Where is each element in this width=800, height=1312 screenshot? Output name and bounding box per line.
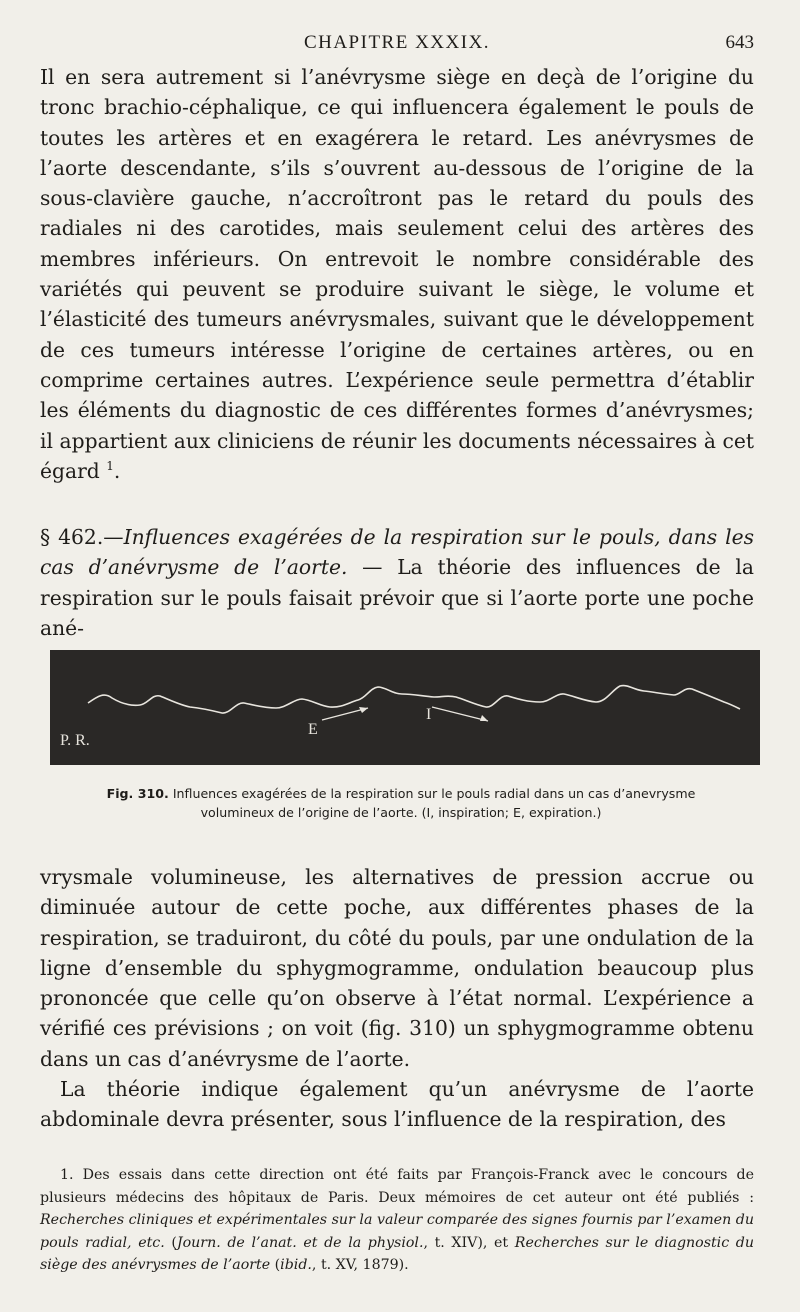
figure-310-sphygmogram [50, 650, 760, 765]
sphygmogram-trace [50, 650, 760, 765]
paragraph-4 [40, 1074, 754, 1135]
footnote-paren-1: ( [164, 1234, 177, 1251]
arrow-i-head [480, 715, 488, 721]
paragraph-1: Il en sera autrement si l’anévrysme siège en deçà de l’origine du tronc brachio-céphalique, ce qui influencera également le pouls de toutes les artères et en exagérera le retard. Les anévrysmes de l’aorte descendante, s’ils s’ouvrent au-dessous de l’origine de la sous-clavière gauche, n’accroîtront pas le retard du pouls des radiales ni des carotides, mais seulement celui des artères des membres inférieurs. On entrevoit le nombre considérable des variétés qui peuvent se produire suivant le siège, le volume et l’élasticité des tumeurs anévrysmales, suivant que le développement de ces tumeurs intéresse l’origine de certaines artères, ou en comprime certaines autres. L’expérience seule permettra d’établir les éléments du diagnostic de ces différentes formes d’anévrysmes; il appartient aux cliniciens de réunir les documents nécessaires à cet égard $^1$. [40, 65, 754, 483]
paragraph-3 [40, 862, 754, 1074]
book-page [40, 0, 754, 1312]
figure-caption [76, 784, 726, 822]
footnote-paren-2: ( [270, 1257, 281, 1273]
footnote-title-1: Recherches cliniques et expérimentales sur la valeur comparée des signes fournis par l’examen du pouls radial, etc. [40, 1212, 754, 1251]
footnote-number: 1. [60, 1167, 74, 1183]
footnote-title-2: Recherches sur le diagnostic du siège des anévrysmes de l’aorte [40, 1234, 755, 1273]
figure-label-expiration: E [308, 721, 318, 738]
caption-number: Fig. 310. [106, 786, 169, 801]
section-title: Influences exagérées de la respiration sur le pouls, dans les cas d’anévrysme de l’aorte. [40, 525, 754, 580]
pulse-trace-line [88, 686, 740, 713]
footnote-text-1: Des essais dans cette direction ont été faits par François-Franck avec le concours de plusieurs médecins des hôpitaux de Paris. Deux mémoires de cet auteur ont été publiés : [40, 1167, 754, 1206]
paragraph-4-text: La théorie indique également qu’un anévrysme de l’aorte abdominale devra présenter, sous l’influence de la respiration, des [40, 1077, 754, 1132]
running-title: CHAPITRE XXXIX. [303, 32, 491, 53]
figure-label-inspiration: I [426, 706, 432, 723]
caption-text: Influences exagérées de la respiration sur le pouls radial dans un cas d’anevrysme volumineux de l’origine de l’aorte. (I, inspiration; E, expiration.) [172, 786, 696, 820]
footnote-journal: Journ. de l’anat. et de la physiol. [176, 1234, 424, 1251]
section-number: § 462.— [40, 525, 124, 549]
footnote-ref-2: , t. XV, 1879). [311, 1257, 409, 1273]
footnote-ibid: ibid. [280, 1257, 312, 1273]
arrow-i-shaft [432, 707, 488, 721]
figure-initials: P. R. [60, 732, 90, 749]
section-dash: — [347, 555, 398, 580]
footnote [40, 1164, 754, 1277]
section-462 [40, 522, 754, 643]
footnote-ref-1: , t. XIV), et [423, 1234, 509, 1251]
section-text: La théorie des influences de la respiration sur le pouls faisait prévoir que si l’aorte porte une poche ané- [40, 555, 754, 640]
page-header [40, 30, 754, 60]
footnote-marker[interactable]: 1 [106, 459, 114, 474]
paragraph-1-text: Il en sera autrement si l’anévrysme siège en deçà de l’origine du tronc brachio-céphalique, ce qui influencera également le pouls de toutes les artères et en exagérera le retard. Les anévrysmes de l’aorte descendante, s’ils s’ouvrent au-dessous de l’origine de la sous-clavière gauche, n’accroîtront pas le retard du pouls des radiales ni des carotides, mais seulement celui des artères des membres inférieurs. On entrevoit le nombre considérable des variétés qui peuvent se produire suivant le siège, le volume et l’élasticité des tumeurs anévrysmales, suivant que le développement de ces tumeurs intéresse l’origine de certaines artères, ou en comprime certaines autres. L’expérience seule permettra d’établir les éléments du diagnostic de ces différentes formes d’anévrysmes; il appartient aux cliniciens de réunir les documents nécessaires à cet égard [40, 65, 754, 483]
page-number: 643 [725, 32, 754, 53]
paragraph-3-text: vrysmale volumineuse, les alternatives de pression accrue ou diminuée autour de cette poche, aux différentes phases de la respiration, se traduiront, du côté du pouls, par une ondulation de la ligne d’ensemble du sphygmogramme, ondulation beaucoup plus prononcée que celle qu’on observe à l’état normal. L’expérience a vérifié ces prévisions ; on voit (fig. 310) un sphygmogramme obtenu dans un cas d’anévrysme de l’aorte. [40, 865, 754, 1071]
